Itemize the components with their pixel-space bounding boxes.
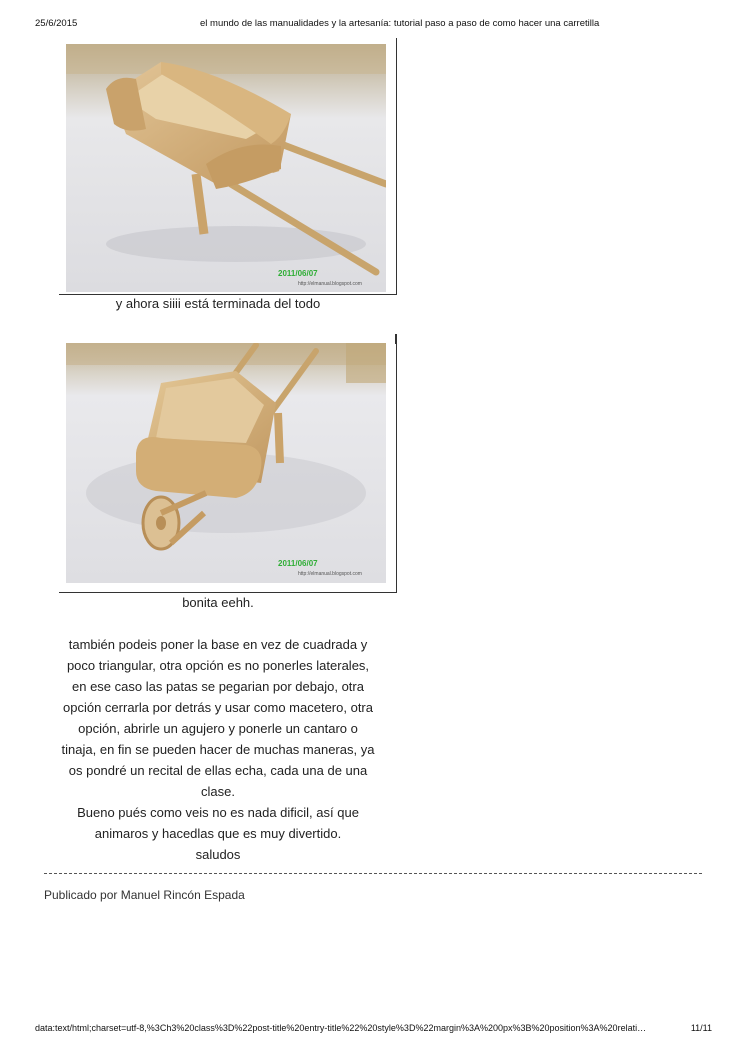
print-source-url: data:text/html;charset=utf-8,%3Ch3%20class%3D%22post-title%20entry-title%22%20style%3D%22margin%3A%200px%3B%20position%3A%20relati… bbox=[35, 1023, 647, 1033]
dashed-divider bbox=[44, 873, 702, 874]
photo-frame-1 bbox=[59, 38, 397, 295]
wheelbarrow-side-photo[interactable] bbox=[66, 44, 386, 292]
photo-caption-2: bonita eehh. bbox=[182, 595, 254, 610]
wheelbarrow-front-photo[interactable] bbox=[66, 343, 386, 583]
body-line: también podeis poner la base en vez de cuadrada y bbox=[68, 637, 368, 652]
body-line: poco triangular, otra opción es no ponerles laterales, bbox=[66, 658, 370, 673]
body-line: animaros y hacedlas que es muy divertido. bbox=[94, 826, 342, 841]
published-by[interactable]: Publicado por Manuel Rincón Espada bbox=[44, 888, 245, 902]
photo-watermark-url: http://elmanual.blogspot.com bbox=[298, 571, 362, 577]
body-line: clase. bbox=[201, 784, 235, 799]
body-line: saludos bbox=[195, 847, 241, 862]
print-date: 25/6/2015 bbox=[35, 18, 78, 29]
photo-date-stamp: 2011/06/07 bbox=[278, 269, 318, 278]
photo-date-stamp: 2011/06/07 bbox=[278, 559, 318, 568]
body-line: Bueno pués como veis no es nada dificil, así que bbox=[77, 805, 359, 820]
body-line: opción cerrarla por detrás y usar como macetero, otra bbox=[63, 700, 373, 715]
photo-caption-1: y ahora siiii está terminada del todo bbox=[115, 296, 321, 311]
photo-frame-2 bbox=[59, 334, 397, 593]
body-line: os pondré un recital de ellas echa, cada una de una bbox=[68, 763, 368, 778]
post-body-text bbox=[40, 634, 396, 865]
print-page-number: 11/11 bbox=[690, 1023, 712, 1033]
print-page-title: el mundo de las manualidades y la artesanía: tutorial paso a paso de como hacer una carretilla bbox=[200, 18, 600, 29]
body-line: tinaja, en fin se pueden hacer de muchas maneras, ya bbox=[61, 742, 375, 757]
body-line: en ese caso las patas se pegarian por debajo, otra bbox=[72, 679, 364, 694]
body-line: opción, abrirle un agujero y ponerle un cantaro o bbox=[78, 721, 358, 736]
photo-watermark-url: http://elmanual.blogspot.com bbox=[298, 281, 362, 287]
